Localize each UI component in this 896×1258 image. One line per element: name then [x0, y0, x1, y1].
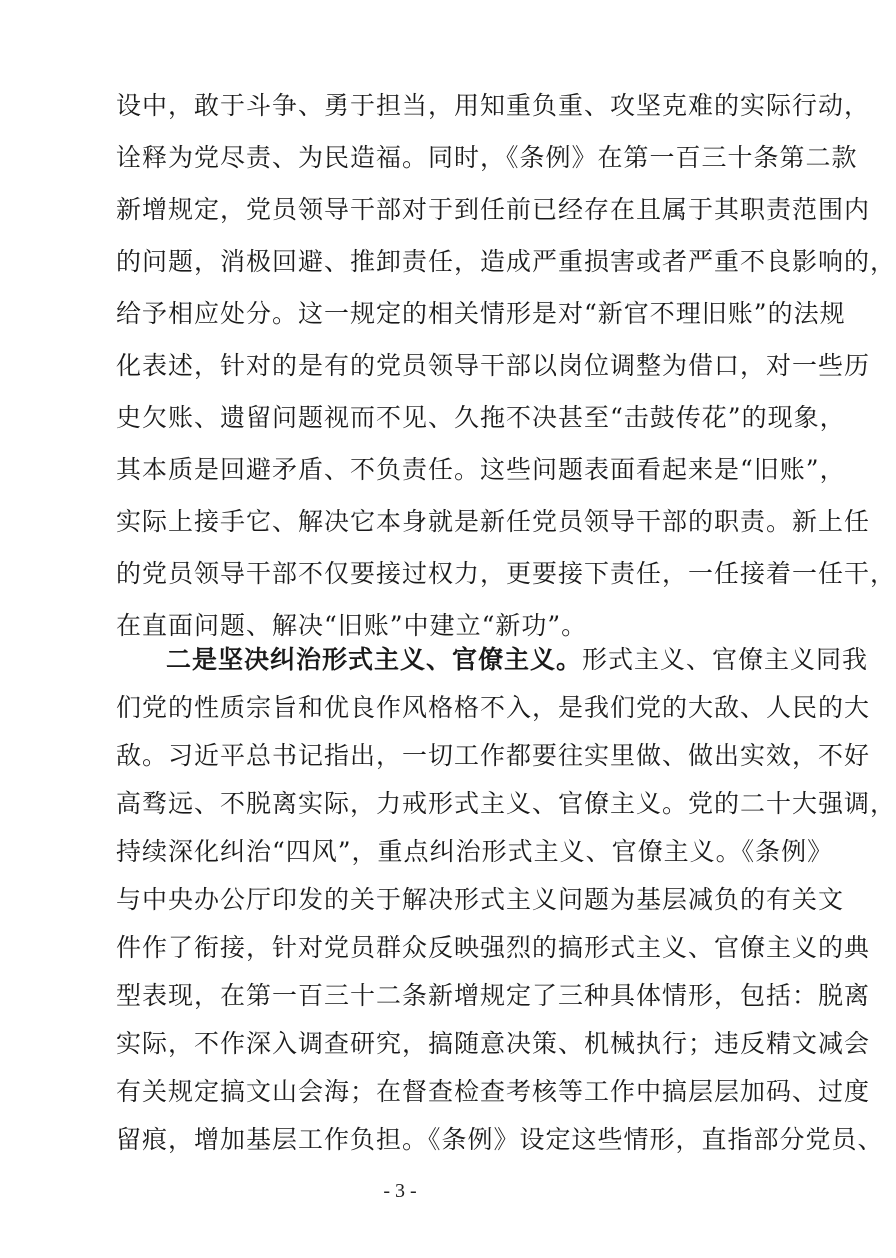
paragraph-line: 在直面问题、解决“旧账”中建立“新功”。 [116, 611, 588, 640]
paragraph-line: 们党的性质宗旨和优良作风格格不入，是我们党的大敌、人民的大 [116, 693, 871, 722]
paragraph-line: 型表现，在第一百三十二条新增规定了三种具体情形，包括：脱离 [116, 981, 871, 1010]
paragraph-line: 敌。习近平总书记指出，一切工作都要往实里做、做出实效，不好 [116, 741, 871, 770]
paragraph-line: 给予相应处分。这一规定的相关情形是对“新官不理旧账”的法规 [116, 299, 846, 328]
paragraph-line: 的党员领导干部不仅要接过权力，更要接下责任，一任接着一任干， [116, 559, 896, 588]
paragraph-line: 高骛远、不脱离实际，力戒形式主义、官僚主义。党的二十大强调， [116, 789, 896, 818]
page-number: - 3 - [383, 1180, 417, 1202]
paragraph-line: 件作了衔接，针对党员群众反映强烈的搞形式主义、官僚主义的典 [116, 933, 871, 962]
paragraph-line: 实际上接手它、解决它本身就是新任党员领导干部的职责。新上任 [116, 507, 871, 536]
paragraph-line: 留痕，增加基层工作负担。《条例》设定这些情形，直指部分党员、 [116, 1125, 884, 1154]
paragraph-text: 形式主义、官僚主义同我 [582, 645, 869, 674]
paragraph-line: 化表述，针对的是有的党员领导干部以岗位调整为借口，对一些历 [116, 351, 871, 380]
paragraph-first-line [166, 640, 869, 680]
paragraph-line: 史欠账、遗留问题视而不见、久拖不决甚至“击鼓传花”的现象， [116, 403, 846, 432]
paragraph-line: 与中央办公厅印发的关于解决形式主义问题为基层减负的有关文 [116, 885, 845, 914]
section-heading: 二是坚决纠治形式主义、官僚主义。 [166, 645, 583, 674]
paragraph-line: 诠释为党尽责、为民造福。同时，《条例》在第一百三十条第二款 [116, 143, 858, 172]
paragraph-line: 其本质是回避矛盾、不负责任。这些问题表面看起来是“旧账”， [116, 455, 846, 484]
paragraph-line: 新增规定，党员领导干部对于到任前已经存在且属于其职责范围内 [116, 195, 871, 224]
paragraph-line: 实际，不作深入调查研究，搞随意决策、机械执行；违反精文减会 [116, 1029, 871, 1058]
paragraph-line: 持续深化纠治“四风”，重点纠治形式主义、官僚主义。《条例》 [116, 837, 834, 866]
paragraph-line: 的问题，消极回避、推卸责任，造成严重损害或者严重不良影响的， [116, 247, 896, 276]
paragraph-line: 设中，敢于斗争、勇于担当，用知重负重、攻坚克难的实际行动， [116, 91, 871, 120]
paragraph-line: 有关规定搞文山会海；在督查检查考核等工作中搞层层加码、过度 [116, 1077, 871, 1106]
